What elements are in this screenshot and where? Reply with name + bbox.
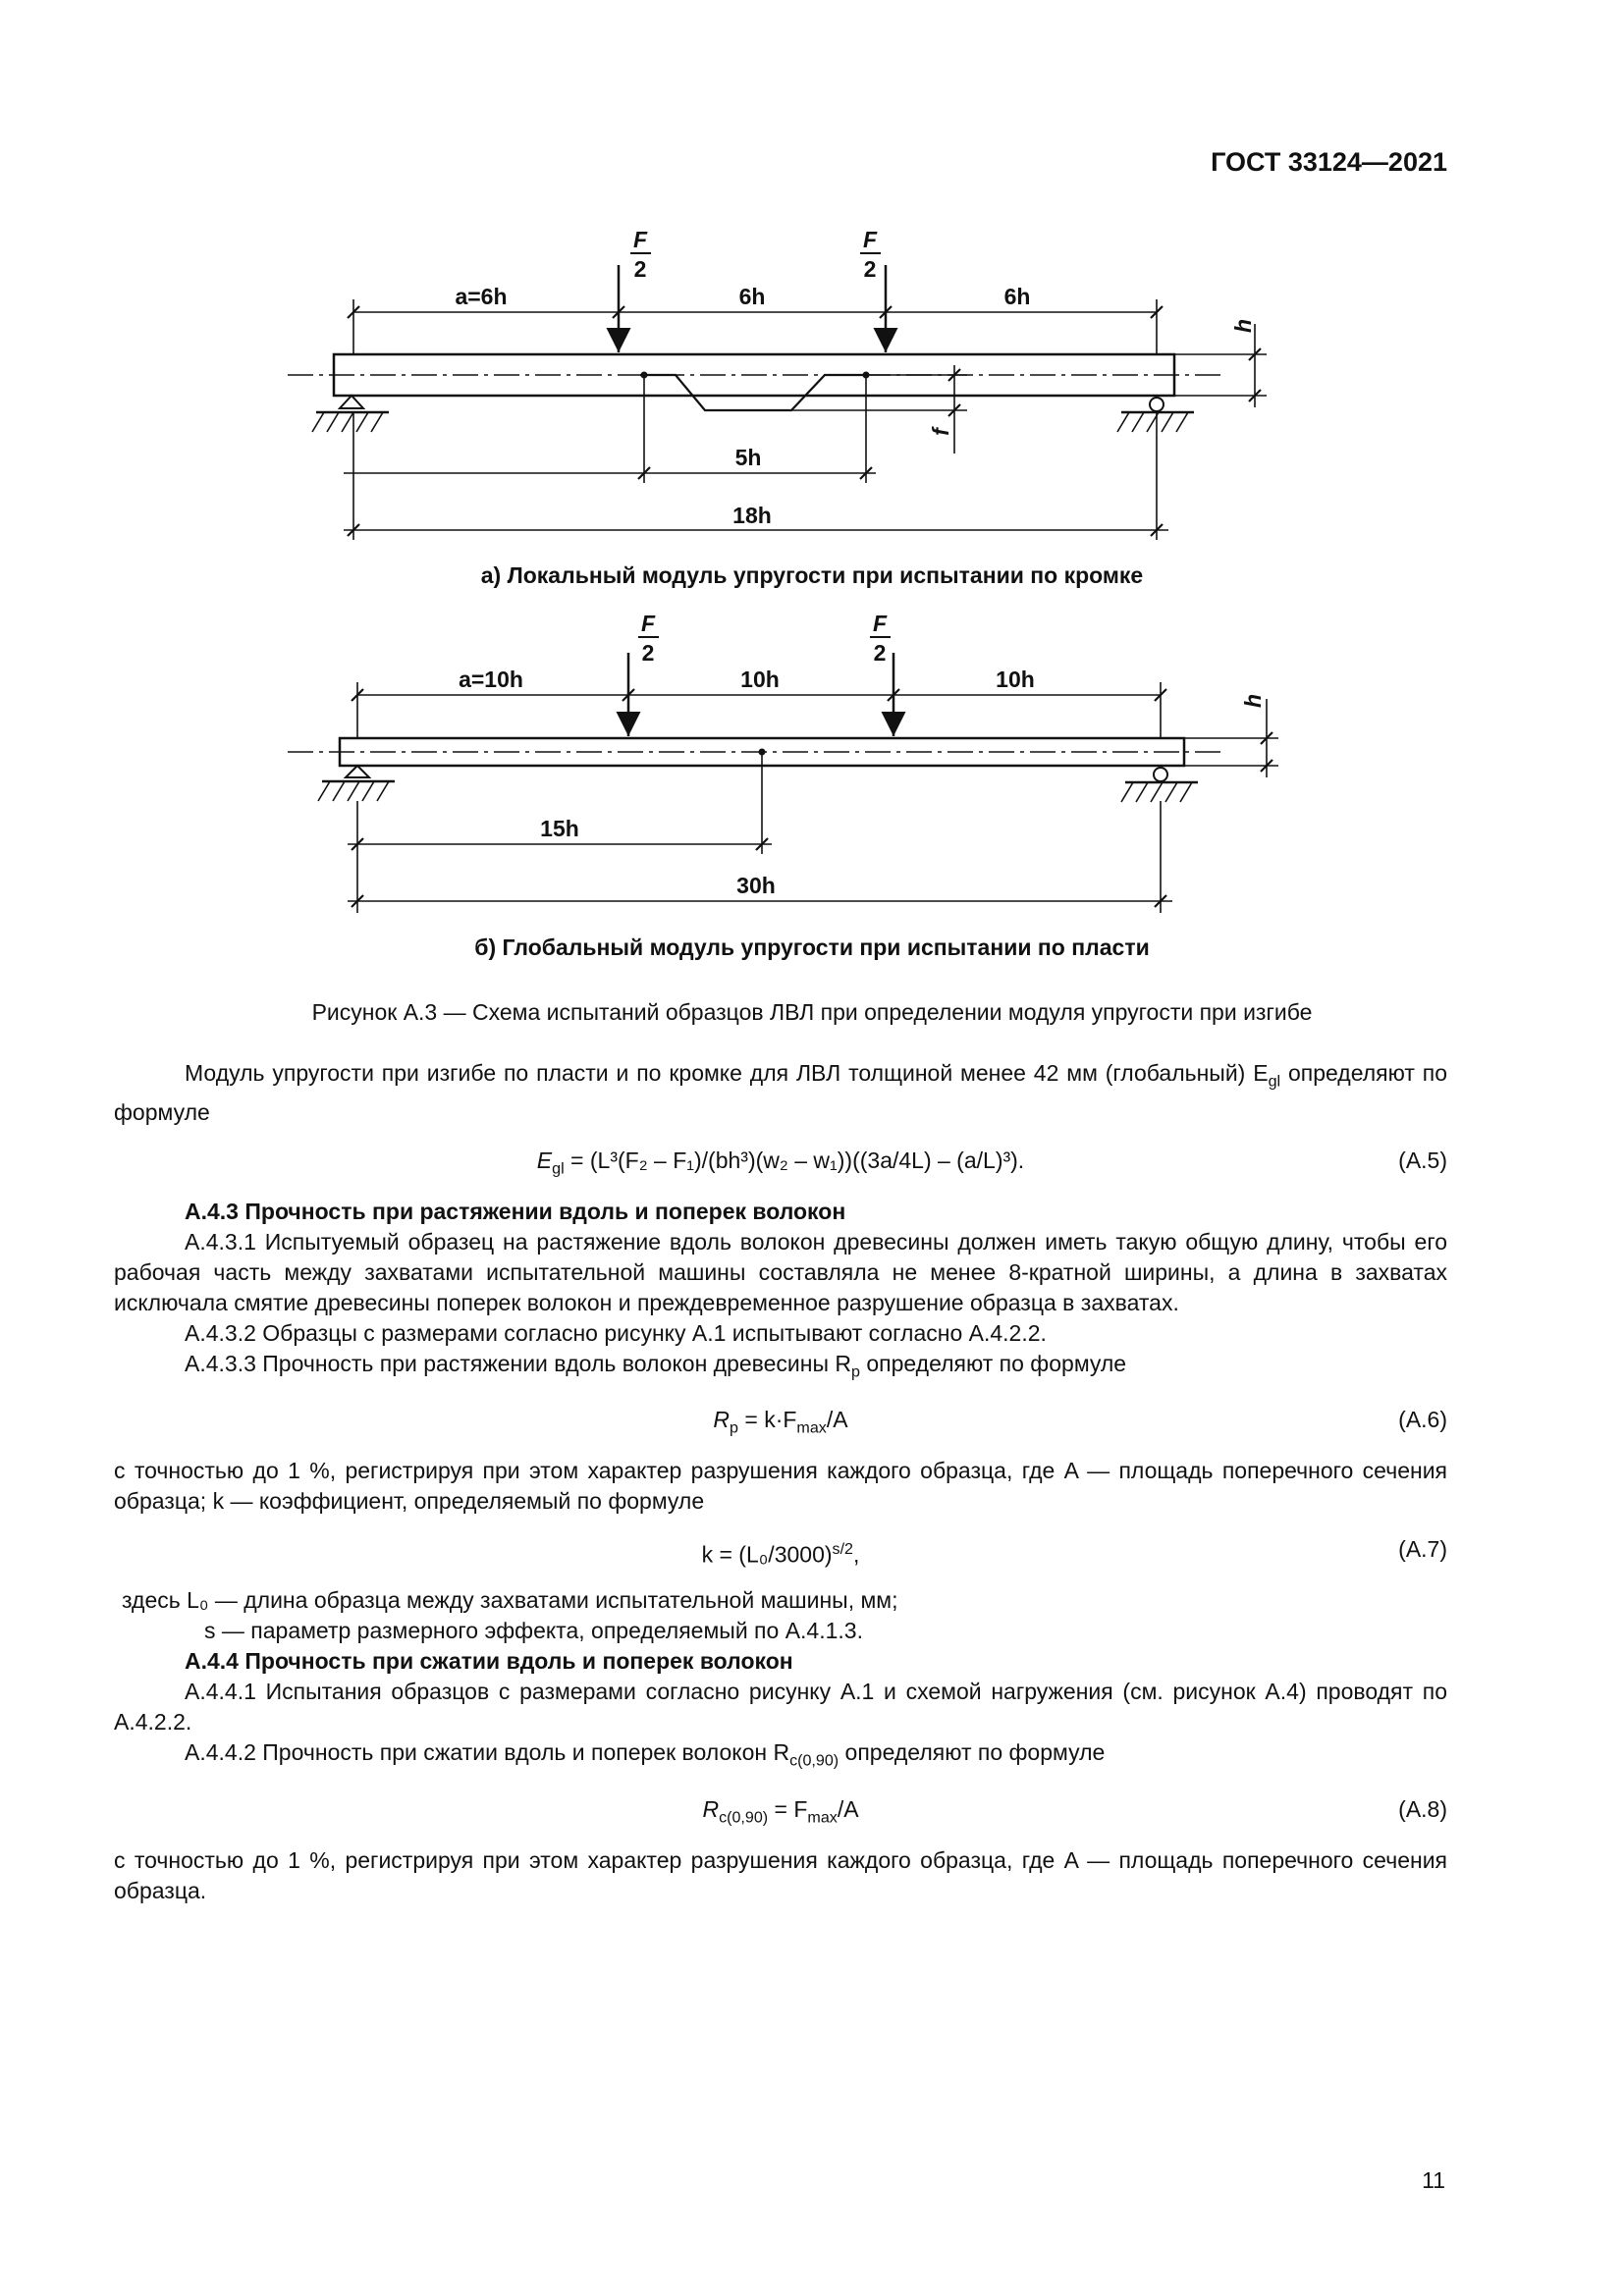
paragraph-a432: А.4.3.2 Образцы с размерами согласно рисунку А.1 испытывают согласно А.4.2.2. — [185, 1319, 1047, 1346]
paragraph-a441: А.4.4.1 Испытания образцов с размерами согласно рисунку А.1 и схемой нагружения (см. рисунок А.4) проводят по А.4.2.2. — [114, 1679, 1447, 1735]
figure-b-ticks — [352, 689, 1272, 907]
fig-a-dim-a: a=6h — [455, 284, 508, 309]
paragraph-a433: А.4.3.3 Прочность при растяжении вдоль волокон древесины $R_p$ определяют по формуле — [185, 1350, 1127, 1381]
fig-a-dim-h: h — [1230, 318, 1256, 334]
figure-b-caption: б) Глобальный модуль упругости при испытании по пласти — [474, 934, 1150, 960]
page-number: 11 — [1422, 2167, 1445, 2193]
paragraph-after-a8: с точностью до 1 %, регистрируя при этом характер разрушения каждого образца, где A — площадь поперечного сечения образца. — [114, 1846, 1447, 1903]
figure-b-diagram — [288, 653, 1278, 913]
fig-a-dim-f: f — [928, 428, 953, 436]
heading-a44: А.4.4 Прочность при сжатии вдоль и поперек волокон — [185, 1648, 793, 1675]
formula-a6-number: (А.6) — [1398, 1407, 1447, 1433]
fig-b-force-left-den: 2 — [641, 640, 655, 666]
fig-a-force-right-den: 2 — [863, 256, 877, 282]
fig-a-dim-mid: 6h — [738, 284, 766, 309]
figure-a3 — [0, 0, 1624, 982]
figure-caption: Рисунок А.3 — Схема испытаний образцов ЛВЛ при определении модуля упругости при изгибе — [311, 999, 1313, 1025]
paragraph-a442: А.4.4.2 Прочность при сжатии вдоль и поперек волокон $R_{c(0,90)}$ определяют по формуле — [185, 1739, 1106, 1770]
formula-a6: $R_p = k\cdot F_{max}/A$ (А.6) — [713, 1407, 1447, 1437]
paragraph-modulus: Модуль упругости при изгибе по пласти и по кромке для ЛВЛ толщиной менее 42 мм (глобальный) $E_{gl}$ определяют по формуле — [114, 1060, 1448, 1125]
fig-a-dim-total: 18h — [732, 503, 772, 528]
fig-b-dim-total: 30h — [736, 873, 776, 898]
formula-a8-number: (А.8) — [1398, 1795, 1447, 1822]
fig-a-dim-right: 6h — [1003, 284, 1031, 309]
fig-b-dim-half: 15h — [540, 816, 579, 841]
figure-a-diagram — [288, 265, 1267, 540]
paragraph-after-a6: с точностью до 1 %, регистрируя при этом характер разрушения каждого образца, где A — площадь поперечного сечения образца; k — коэффициент, определяемый по формуле — [114, 1458, 1447, 1515]
fig-b-force-left-num: F — [640, 611, 656, 636]
fig-b-force-right-num: F — [872, 611, 888, 636]
fig-b-dim-a: a=10h — [459, 667, 523, 692]
where-line-1: здесь L₀ — длина образца между захватами испытательной машины, мм; — [122, 1587, 898, 1614]
fig-a-force-right-num: F — [862, 227, 878, 252]
where-line-2: s — параметр размерного эффекта, определяемый по А.4.1.3. — [204, 1618, 863, 1644]
fig-b-dim-mid: 10h — [740, 667, 780, 692]
fig-b-dim-right: 10h — [996, 667, 1035, 692]
fig-a-force-left-num: F — [632, 227, 648, 252]
document-body — [114, 1058, 1447, 1906]
fig-a-force-left-den: 2 — [633, 256, 647, 282]
fig-b-force-right-den: 2 — [873, 640, 887, 666]
figure-a-caption: а) Локальный модуль упругости при испытании по кромке — [480, 562, 1144, 588]
fig-a-dim-inner: 5h — [734, 445, 762, 470]
document-header: ГОСТ 33124—2021 — [1211, 147, 1447, 177]
paragraph-a431: А.4.3.1 Испытуемый образец на растяжение вдоль волокон древесины должен иметь такую общую длину, чтобы его рабочая часть между захватами испытательной машины составляла не менее 8-кратной ширины, а длина в захватах исключала смятие древесины поперек волокон и преждевременное разрушение образца в захватах. — [114, 1228, 1447, 1315]
fig-b-dim-h: h — [1240, 693, 1266, 709]
formula-a8: $R_{c(0,90)} = F_{max}/A$ (А.8) — [702, 1795, 1447, 1827]
formula-a7-number: (А.7) — [1398, 1536, 1447, 1563]
formula-a5-number: (А.5) — [1398, 1147, 1447, 1173]
heading-a43: А.4.3 Прочность при растяжении вдоль и поперек волокон — [185, 1198, 846, 1224]
formula-a7: $k = (L_0/3000)^{s/2}$, (А.7) — [701, 1536, 1447, 1568]
formula-a5: $E_{gl} = (L^3(F_2 - F_1)/(bh^3)(w_2 - w_1))((3a/4L) - (a/L)^3)$. (А.5) — [536, 1147, 1447, 1178]
